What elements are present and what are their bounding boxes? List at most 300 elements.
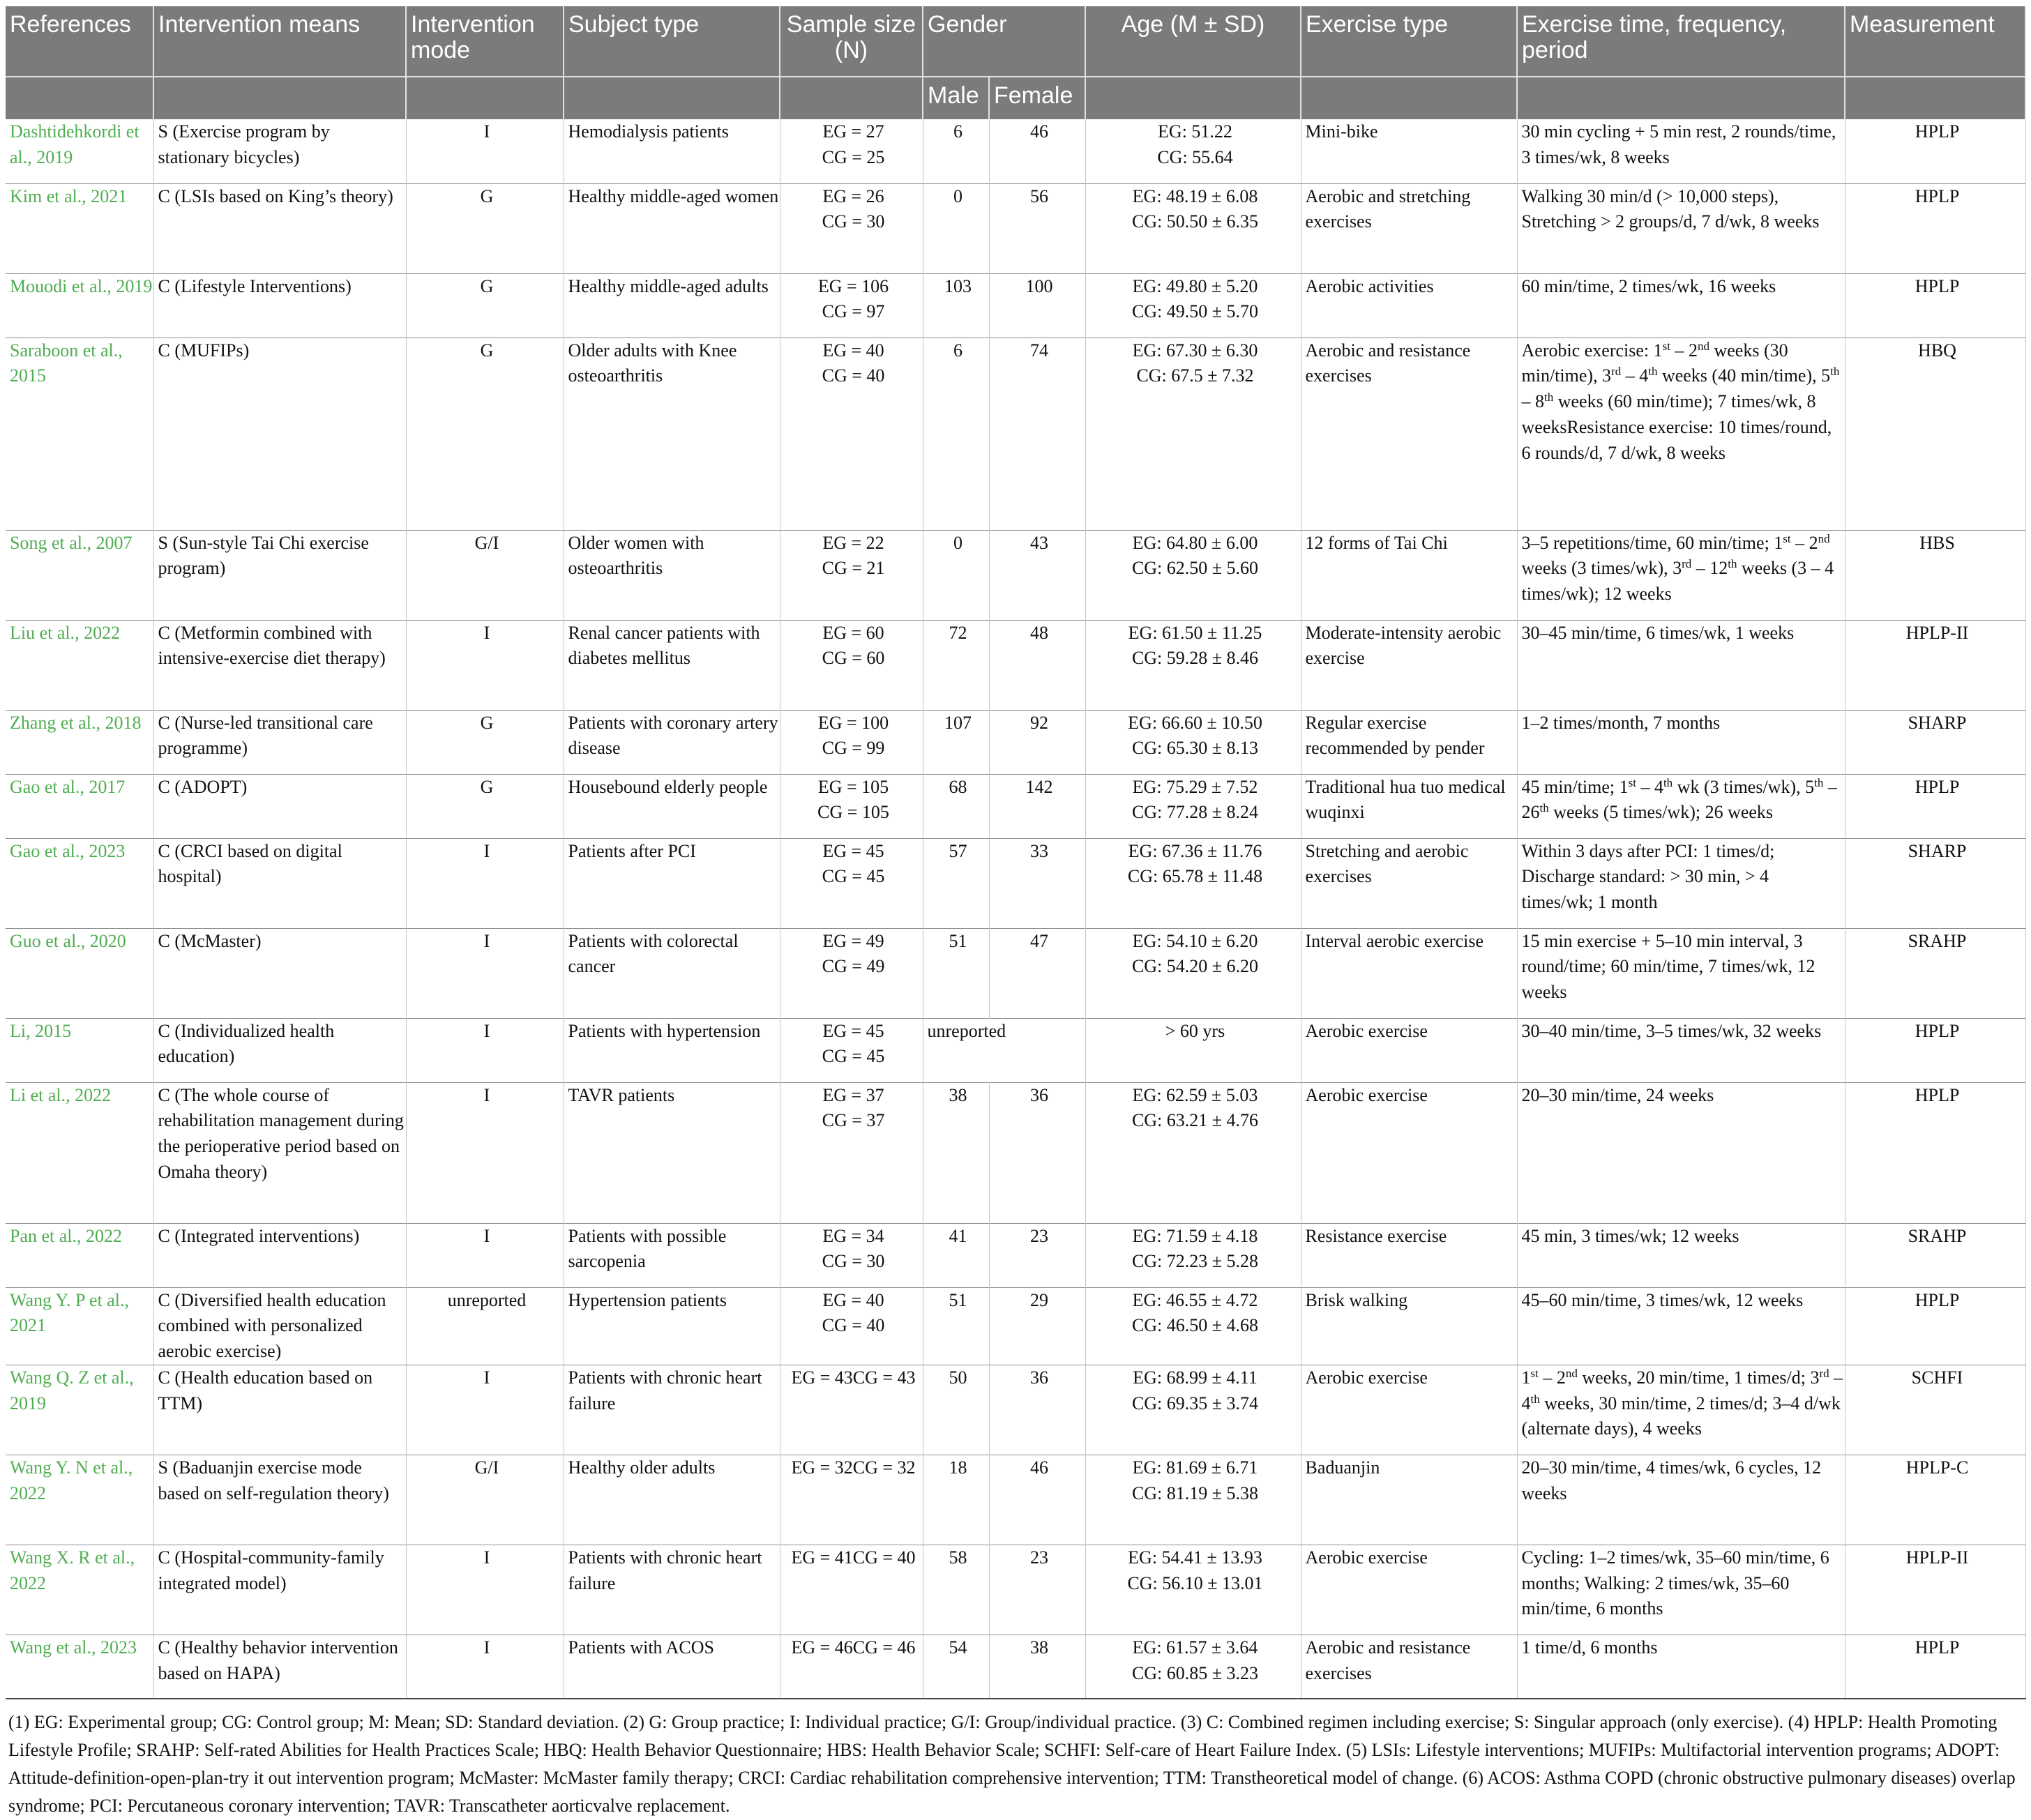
- cell-exercise-time: 45–60 min/time, 3 times/wk, 12 weeks: [1517, 1287, 1845, 1365]
- sample-eg: EG = 100: [817, 712, 889, 733]
- cell-male: 50: [923, 1365, 989, 1455]
- age-eg: EG: 67.36 ± 11.76: [1128, 840, 1262, 861]
- cell-sample-size: [780, 119, 923, 183]
- cell-sample-size: [780, 1223, 923, 1287]
- cell-subject-type: Hypertension patients: [564, 1287, 780, 1365]
- cell-measurement: HBQ: [1845, 338, 2025, 530]
- cell-male: 57: [923, 838, 989, 928]
- age-eg: EG: 62.59 ± 5.03: [1132, 1084, 1258, 1105]
- cell-female: 48: [989, 620, 1085, 710]
- sample-eg: EG = 105: [817, 776, 889, 797]
- cell-intervention-mode: I: [406, 1082, 564, 1223]
- cell-intervention-mode: I: [406, 1545, 564, 1635]
- cell-exercise-type: Regular exercise recommended by pender: [1301, 710, 1517, 774]
- cell-sample-size: [780, 1082, 923, 1223]
- age-cg: CG: 54.20 ± 6.20: [1131, 956, 1259, 977]
- cell-reference: Guo et al., 2020: [6, 928, 153, 1018]
- cell-age: [1085, 183, 1301, 273]
- study-characteristics-table: [6, 6, 2026, 1699]
- age-eg: EG: 54.41 ± 13.93: [1128, 1547, 1262, 1568]
- cell-exercise-time: Walking 30 min/d (> 10,000 steps), Stretching > 2 groups/d, 7 d/wk, 8 weeks: [1517, 183, 1845, 273]
- cell-female: 36: [989, 1082, 1085, 1223]
- age-eg: EG: 68.99 ± 4.11: [1133, 1367, 1258, 1388]
- header-gender: Gender: [923, 6, 1085, 77]
- age-cg: CG: 72.23 ± 5.28: [1131, 1251, 1259, 1272]
- sample-cg: CG = 45: [822, 1046, 885, 1067]
- cell-female: 23: [989, 1545, 1085, 1635]
- cell-intervention-means: S (Sun-style Tai Chi exercise program): [153, 530, 406, 620]
- cell-intervention-mode: I: [406, 620, 564, 710]
- sample-cg: CG = 30: [822, 211, 885, 232]
- cell-exercise-time: 1 time/d, 6 months: [1517, 1635, 1845, 1699]
- header-spacer: [153, 77, 406, 119]
- cell-age: [1085, 774, 1301, 838]
- cell-male: 6: [923, 119, 989, 183]
- cell-exercise-type: Resistance exercise: [1301, 1223, 1517, 1287]
- table-body: [6, 119, 2025, 1699]
- header-spacer: [780, 77, 923, 119]
- cell-subject-type: Healthy older adults: [564, 1455, 780, 1545]
- cell-female: 29: [989, 1287, 1085, 1365]
- cell-exercise-type: Mini-bike: [1301, 119, 1517, 183]
- cell-measurement: SRAHP: [1845, 1223, 2025, 1287]
- sample-cg: CG = 105: [817, 802, 889, 823]
- age-cg: CG: 50.50 ± 6.35: [1131, 211, 1259, 232]
- cell-female: 92: [989, 710, 1085, 774]
- cell-intervention-mode: I: [406, 1018, 564, 1082]
- cell-exercise-type: Aerobic exercise: [1301, 1545, 1517, 1635]
- cell-sample-size: [780, 1287, 923, 1365]
- sample-eg: EG = 106: [817, 275, 889, 296]
- cell-reference: Wang et al., 2023: [6, 1635, 153, 1699]
- cell-subject-type: Housebound elderly people: [564, 774, 780, 838]
- table-row: [6, 774, 2025, 838]
- sample-cg: CG = 45: [822, 866, 885, 887]
- sample-cg: CG = 37: [822, 1110, 885, 1131]
- cell-measurement: HPLP: [1845, 1082, 2025, 1223]
- cell-intervention-means: C (Hospital-community-family integrated model): [153, 1545, 406, 1635]
- cell-reference: Zhang et al., 2018: [6, 710, 153, 774]
- sample-eg: EG = 40: [822, 340, 884, 361]
- cell-reference: Wang Y. P et al., 2021: [6, 1287, 153, 1365]
- age-cg: CG: 67.5 ± 7.32: [1136, 365, 1254, 386]
- cell-female: 23: [989, 1223, 1085, 1287]
- cell-reference: Saraboon et al., 2015: [6, 338, 153, 530]
- cell-age: [1085, 1018, 1301, 1082]
- cell-male: 68: [923, 774, 989, 838]
- age-eg: EG: 71.59 ± 4.18: [1132, 1225, 1258, 1246]
- cell-measurement: SHARP: [1845, 838, 2025, 928]
- age-eg: EG: 51.22: [1158, 121, 1232, 142]
- header-spacer: [1845, 77, 2025, 119]
- age-cg: CG: 59.28 ± 8.46: [1131, 648, 1259, 669]
- cell-reference: Li et al., 2022: [6, 1082, 153, 1223]
- cell-reference: Wang X. R et al., 2022: [6, 1545, 153, 1635]
- cell-sample-size: [780, 338, 923, 530]
- age-eg: EG: 64.80 ± 6.00: [1132, 532, 1258, 553]
- table-row: [6, 1287, 2025, 1365]
- cell-age: [1085, 1287, 1301, 1365]
- cell-sample-size: [780, 1018, 923, 1082]
- age-cg: CG: 56.10 ± 13.01: [1127, 1572, 1263, 1593]
- sample-eg: EG = 49: [822, 930, 884, 951]
- cell-intervention-means: C (Integrated interventions): [153, 1223, 406, 1287]
- sample-eg: EG = 37: [822, 1084, 884, 1105]
- cell-male: 51: [923, 1287, 989, 1365]
- age-cg: CG: 65.78 ± 11.48: [1127, 866, 1263, 887]
- cell-male: 0: [923, 530, 989, 620]
- sample-eg: EG = 34: [822, 1225, 884, 1246]
- table-row: [6, 1635, 2025, 1699]
- cell-exercise-type: Aerobic exercise: [1301, 1018, 1517, 1082]
- cell-sample-size: [780, 1455, 923, 1545]
- age-eg: EG: 66.60 ± 10.50: [1128, 712, 1262, 733]
- cell-intervention-means: C (Lifestyle Interventions): [153, 273, 406, 338]
- cell-female: 46: [989, 119, 1085, 183]
- cell-exercise-time: 45 min/time; 1st – 4th wk (3 times/wk), 5th – 26th weeks (5 times/wk); 26 weeks: [1517, 774, 1845, 838]
- cell-intervention-mode: I: [406, 1223, 564, 1287]
- sample-cg: CG = 21: [822, 558, 885, 579]
- table-row: [6, 1365, 2025, 1455]
- sample-eg: EG = 45: [822, 840, 884, 861]
- cell-measurement: SRAHP: [1845, 928, 2025, 1018]
- age-cg: CG: 81.19 ± 5.38: [1131, 1482, 1259, 1503]
- cell-intervention-means: C (Health education based on TTM): [153, 1365, 406, 1455]
- cell-female: 33: [989, 838, 1085, 928]
- age-cg: CG: 65.30 ± 8.13: [1131, 738, 1259, 759]
- cell-age: [1085, 1082, 1301, 1223]
- cell-intervention-means: S (Baduanjin exercise mode based on self-regulation theory): [153, 1455, 406, 1545]
- table-row: [6, 928, 2025, 1018]
- cell-exercise-time: 1st – 2nd weeks, 20 min/time, 1 times/d; 3rd – 4th weeks, 30 min/time, 2 times/d; 3–4 d/wk (alternate days), 4 weeks: [1517, 1365, 1845, 1455]
- cell-reference: Li, 2015: [6, 1018, 153, 1082]
- cell-intervention-means: C (Healthy behavior intervention based on HAPA): [153, 1635, 406, 1699]
- cell-female: 100: [989, 273, 1085, 338]
- sample-cg: CG = 25: [822, 146, 885, 167]
- cell-exercise-type: Brisk walking: [1301, 1287, 1517, 1365]
- cell-intervention-mode: I: [406, 1635, 564, 1699]
- cell-exercise-time: Cycling: 1–2 times/wk, 35–60 min/time, 6 months; Walking: 2 times/wk, 35–60 min/time, 6 months: [1517, 1545, 1845, 1635]
- cell-age: [1085, 1545, 1301, 1635]
- cell-measurement: HPLP: [1845, 273, 2025, 338]
- table-row: [6, 183, 2025, 273]
- sample-cg: CG = 60: [822, 648, 885, 669]
- cell-measurement: HPLP: [1845, 774, 2025, 838]
- cell-male: 72: [923, 620, 989, 710]
- cell-exercise-time: 30–45 min/time, 6 times/wk, 1 weeks: [1517, 620, 1845, 710]
- cell-exercise-type: Aerobic and stretching exercises: [1301, 183, 1517, 273]
- header-female: Female: [989, 77, 1085, 119]
- cell-age: [1085, 119, 1301, 183]
- header-exercise-time: Exercise time, frequency, period: [1517, 6, 1845, 77]
- sample-cg: CG = 97: [822, 301, 885, 322]
- cell-intervention-means: C (Diversified health education combined with personalized aerobic exercise): [153, 1287, 406, 1365]
- cell-sample-size: [780, 1635, 923, 1699]
- cell-female: 46: [989, 1455, 1085, 1545]
- cell-intervention-mode: G: [406, 774, 564, 838]
- cell-gender: unreported: [923, 1018, 1085, 1082]
- sample-cg: CG = 40: [822, 1315, 885, 1336]
- cell-sample-size: [780, 620, 923, 710]
- age-eg: EG: 81.69 ± 6.71: [1132, 1457, 1258, 1478]
- cell-measurement: HPLP-C: [1845, 1455, 2025, 1545]
- cell-subject-type: Patients with ACOS: [564, 1635, 780, 1699]
- cell-measurement: SCHFI: [1845, 1365, 2025, 1455]
- cell-measurement: HPLP-II: [1845, 620, 2025, 710]
- sample-cg: CG = 99: [822, 738, 885, 759]
- header-exercise-type: Exercise type: [1301, 6, 1517, 77]
- table-row: [6, 338, 2025, 530]
- header-references: References: [6, 6, 153, 77]
- cell-intervention-means: C (LSIs based on King’s theory): [153, 183, 406, 273]
- header-spacer: [1301, 77, 1517, 119]
- header-spacer: [1085, 77, 1301, 119]
- cell-intervention-mode: I: [406, 1365, 564, 1455]
- age-eg: EG: 67.30 ± 6.30: [1132, 340, 1258, 361]
- cell-exercise-time: 30–40 min/time, 3–5 times/wk, 32 weeks: [1517, 1018, 1845, 1082]
- cell-female: 38: [989, 1635, 1085, 1699]
- cell-sample-size: [780, 530, 923, 620]
- sample-eg: EG = 26: [822, 185, 884, 206]
- age-eg: EG: 61.57 ± 3.64: [1132, 1637, 1258, 1658]
- cell-measurement: HBS: [1845, 530, 2025, 620]
- cell-female: 56: [989, 183, 1085, 273]
- age-cg: CG: 77.28 ± 8.24: [1131, 802, 1259, 823]
- sample-eg: EG = 45: [822, 1020, 884, 1041]
- cell-reference: Wang Q. Z et al., 2019: [6, 1365, 153, 1455]
- age-cg: CG: 55.64: [1157, 146, 1233, 167]
- table-row: [6, 1223, 2025, 1287]
- cell-intervention-mode: G/I: [406, 530, 564, 620]
- cell-subject-type: Older women with osteoarthritis: [564, 530, 780, 620]
- table-row: [6, 710, 2025, 774]
- cell-reference: Mouodi et al., 2019: [6, 273, 153, 338]
- cell-exercise-time: 20–30 min/time, 24 weeks: [1517, 1082, 1845, 1223]
- cell-male: 107: [923, 710, 989, 774]
- cell-exercise-type: Aerobic and resistance exercises: [1301, 338, 1517, 530]
- cell-female: 74: [989, 338, 1085, 530]
- cell-subject-type: Healthy middle-aged women: [564, 183, 780, 273]
- cell-intervention-mode: G: [406, 710, 564, 774]
- cell-age: [1085, 273, 1301, 338]
- cell-intervention-means: C (CRCI based on digital hospital): [153, 838, 406, 928]
- cell-intervention-mode: I: [406, 838, 564, 928]
- table-row: [6, 838, 2025, 928]
- cell-measurement: SHARP: [1845, 710, 2025, 774]
- cell-exercise-time: 45 min, 3 times/wk; 12 weeks: [1517, 1223, 1845, 1287]
- age-eg: EG: 46.55 ± 4.72: [1132, 1289, 1258, 1310]
- cell-exercise-time: 3–5 repetitions/time, 60 min/time; 1st – 2nd weeks (3 times/wk), 3rd – 12th weeks (3 – 4 times/wk); 12 weeks: [1517, 530, 1845, 620]
- cell-reference: Dashtidehkordi et al., 2019: [6, 119, 153, 183]
- cell-male: 18: [923, 1455, 989, 1545]
- cell-subject-type: Healthy middle-aged adults: [564, 273, 780, 338]
- cell-intervention-means: C (ADOPT): [153, 774, 406, 838]
- cell-age: [1085, 1223, 1301, 1287]
- cell-intervention-mode: I: [406, 119, 564, 183]
- table-row: [6, 1018, 2025, 1082]
- cell-exercise-type: Aerobic and resistance exercises: [1301, 1635, 1517, 1699]
- cell-male: 54: [923, 1635, 989, 1699]
- age-eg: EG: 61.50 ± 11.25: [1128, 622, 1262, 643]
- cell-subject-type: TAVR patients: [564, 1082, 780, 1223]
- cell-intervention-means: C (Individualized health education): [153, 1018, 406, 1082]
- cell-intervention-mode: G: [406, 273, 564, 338]
- age-cg: CG: 69.35 ± 3.74: [1131, 1393, 1259, 1413]
- table-row: [6, 530, 2025, 620]
- sample-cg: CG = 40: [822, 365, 885, 386]
- table-row: [6, 1455, 2025, 1545]
- sample-eg: EG = 27: [822, 121, 884, 142]
- header-intervention-means: Intervention means: [153, 6, 406, 77]
- sample-eg: EG = 43CG = 43: [791, 1367, 916, 1388]
- cell-male: 103: [923, 273, 989, 338]
- cell-exercise-time: 15 min exercise + 5–10 min interval, 3 round/time; 60 min/time, 7 times/wk, 12 weeks: [1517, 928, 1845, 1018]
- cell-age: [1085, 620, 1301, 710]
- age-eg: EG: 49.80 ± 5.20: [1132, 275, 1258, 296]
- cell-subject-type: Hemodialysis patients: [564, 119, 780, 183]
- cell-intervention-means: C (MUFIPs): [153, 338, 406, 530]
- cell-male: 58: [923, 1545, 989, 1635]
- age-cg: CG: 46.50 ± 4.68: [1131, 1315, 1259, 1336]
- cell-sample-size: [780, 1545, 923, 1635]
- cell-intervention-mode: unreported: [406, 1287, 564, 1365]
- age-eg: EG: 48.19 ± 6.08: [1132, 185, 1258, 206]
- sample-cg: CG = 49: [822, 956, 885, 977]
- cell-age: [1085, 1365, 1301, 1455]
- cell-female: 36: [989, 1365, 1085, 1455]
- age-eg: EG: 75.29 ± 7.52: [1132, 776, 1258, 797]
- header-sample-size: Sample size (N): [780, 6, 923, 77]
- header-spacer: [1517, 77, 1845, 119]
- sample-eg: EG = 41CG = 40: [791, 1547, 916, 1568]
- table-row: [6, 1082, 2025, 1223]
- cell-female: 47: [989, 928, 1085, 1018]
- header-male: Male: [923, 77, 989, 119]
- cell-exercise-time: 1–2 times/month, 7 months: [1517, 710, 1845, 774]
- cell-subject-type: Patients with hypertension: [564, 1018, 780, 1082]
- header-measurement: Measurement: [1845, 6, 2025, 77]
- cell-male: 6: [923, 338, 989, 530]
- cell-reference: Wang Y. N et al., 2022: [6, 1455, 153, 1545]
- cell-exercise-time: Aerobic exercise: 1st – 2nd weeks (30 min/time), 3rd – 4th weeks (40 min/time), 5th – 8th weeks (60 min/time); 7 times/wk, 8 weeksResistance exercise: 10 times/round, 6 rounds/d, 7 d/wk, 8 weeks: [1517, 338, 1845, 530]
- cell-sample-size: [780, 273, 923, 338]
- cell-exercise-type: Stretching and aerobic exercises: [1301, 838, 1517, 928]
- cell-age: [1085, 1455, 1301, 1545]
- cell-intervention-mode: G/I: [406, 1455, 564, 1545]
- age-cg: CG: 62.50 ± 5.60: [1131, 558, 1259, 579]
- cell-male: 41: [923, 1223, 989, 1287]
- header-spacer: [406, 77, 564, 119]
- sample-eg: EG = 22: [822, 532, 884, 553]
- cell-intervention-means: C (McMaster): [153, 928, 406, 1018]
- cell-intervention-means: C (Metformin combined with intensive-exercise diet therapy): [153, 620, 406, 710]
- cell-age: [1085, 710, 1301, 774]
- cell-female: 142: [989, 774, 1085, 838]
- header-intervention-mode: Intervention mode: [406, 6, 564, 77]
- cell-subject-type: Patients with coronary artery disease: [564, 710, 780, 774]
- cell-reference: Pan et al., 2022: [6, 1223, 153, 1287]
- cell-intervention-means: S (Exercise program by stationary bicycles): [153, 119, 406, 183]
- cell-exercise-type: Interval aerobic exercise: [1301, 928, 1517, 1018]
- cell-reference: Gao et al., 2017: [6, 774, 153, 838]
- cell-intervention-means: C (Nurse-led transitional care programme): [153, 710, 406, 774]
- table-header: [6, 6, 2025, 119]
- table-row: [6, 273, 2025, 338]
- cell-sample-size: [780, 928, 923, 1018]
- cell-intervention-mode: G: [406, 338, 564, 530]
- cell-intervention-means: C (The whole course of rehabilitation management during the perioperative period based on Omaha theory): [153, 1082, 406, 1223]
- cell-exercise-type: 12 forms of Tai Chi: [1301, 530, 1517, 620]
- cell-exercise-time: 30 min cycling + 5 min rest, 2 rounds/time, 3 times/wk, 8 weeks: [1517, 119, 1845, 183]
- cell-exercise-type: Aerobic exercise: [1301, 1365, 1517, 1455]
- cell-exercise-type: Aerobic exercise: [1301, 1082, 1517, 1223]
- sample-eg: EG = 46CG = 46: [791, 1637, 916, 1658]
- cell-exercise-type: Moderate-intensity aerobic exercise: [1301, 620, 1517, 710]
- cell-intervention-mode: G: [406, 183, 564, 273]
- cell-subject-type: Renal cancer patients with diabetes mellitus: [564, 620, 780, 710]
- cell-subject-type: Patients with chronic heart failure: [564, 1545, 780, 1635]
- sample-eg: EG = 32CG = 32: [791, 1457, 916, 1478]
- cell-sample-size: [780, 710, 923, 774]
- cell-reference: Kim et al., 2021: [6, 183, 153, 273]
- header-spacer: [6, 77, 153, 119]
- age-cg: CG: 60.85 ± 3.23: [1131, 1662, 1259, 1683]
- age-eg: > 60 yrs: [1165, 1020, 1225, 1041]
- cell-male: 0: [923, 183, 989, 273]
- cell-sample-size: [780, 838, 923, 928]
- cell-male: 38: [923, 1082, 989, 1223]
- sample-eg: EG = 40: [822, 1289, 884, 1310]
- cell-male: 51: [923, 928, 989, 1018]
- cell-subject-type: Patients with chronic heart failure: [564, 1365, 780, 1455]
- table-row: [6, 620, 2025, 710]
- age-eg: EG: 54.10 ± 6.20: [1132, 930, 1258, 951]
- cell-measurement: HPLP: [1845, 1018, 2025, 1082]
- cell-exercise-time: 60 min/time, 2 times/wk, 16 weeks: [1517, 273, 1845, 338]
- cell-exercise-time: Within 3 days after PCI: 1 times/d; Discharge standard: > 30 min, > 4 times/wk; 1 month: [1517, 838, 1845, 928]
- cell-measurement: HPLP: [1845, 183, 2025, 273]
- cell-measurement: HPLP: [1845, 1287, 2025, 1365]
- cell-reference: Gao et al., 2023: [6, 838, 153, 928]
- age-cg: CG: 49.50 ± 5.70: [1131, 301, 1259, 322]
- cell-age: [1085, 1635, 1301, 1699]
- sample-cg: CG = 30: [822, 1251, 885, 1272]
- cell-sample-size: [780, 1365, 923, 1455]
- cell-exercise-type: Traditional hua tuo medical wuqinxi: [1301, 774, 1517, 838]
- cell-intervention-mode: I: [406, 928, 564, 1018]
- table-row: [6, 1545, 2025, 1635]
- age-cg: CG: 63.21 ± 4.76: [1131, 1110, 1259, 1131]
- table-footnote: (1) EG: Experimental group; CG: Control group; M: Mean; SD: Standard deviation. (2) G: Group practice; I: Individual practice; G/I: Group/individual practice. (3) C: Combined regimen including exercise; S: Singular approach (only exercise). (4) HPLP: Health Promoting Lifestyle Profile; SRAHP: Self-rated Abilities for Health Practices Scale; HBQ: Health Behavior Questionnaire; HBS: Health Behavior Scale; SCHFI: Self-care of Heart Failure Index. (5) LSIs: Lifestyle interventions; MUFIPs: Multifactorial intervention programs; ADOPT: Attitude-definition-open-plan-try it out intervention program; McMaster: McMaster family therapy; CRCI: Cardiac rehabilitation comprehensive intervention; TTM: Transtheoretical model of change. (6) ACOS: Asthma COPD (chronic obstructive pulmonary diseases) overlap syndrome; PCI: Percutaneous coronary intervention; TAVR: Transcatheter aorticvalve replacement.: [8, 1712, 2016, 1816]
- cell-measurement: HPLP-II: [1845, 1545, 2025, 1635]
- cell-age: [1085, 338, 1301, 530]
- header-subject-type: Subject type: [564, 6, 780, 77]
- header-spacer: [564, 77, 780, 119]
- cell-age: [1085, 838, 1301, 928]
- cell-sample-size: [780, 774, 923, 838]
- cell-age: [1085, 928, 1301, 1018]
- cell-subject-type: Older adults with Knee osteoarthritis: [564, 338, 780, 530]
- cell-exercise-time: 20–30 min/time, 4 times/wk, 6 cycles, 12 weeks: [1517, 1455, 1845, 1545]
- cell-age: [1085, 530, 1301, 620]
- study-characteristics-table-wrapper: [6, 6, 2025, 1699]
- cell-female: 43: [989, 530, 1085, 620]
- header-age: Age (M ± SD): [1085, 6, 1301, 77]
- cell-sample-size: [780, 183, 923, 273]
- cell-exercise-type: Baduanjin: [1301, 1455, 1517, 1545]
- cell-exercise-type: Aerobic activities: [1301, 273, 1517, 338]
- cell-subject-type: Patients after PCI: [564, 838, 780, 928]
